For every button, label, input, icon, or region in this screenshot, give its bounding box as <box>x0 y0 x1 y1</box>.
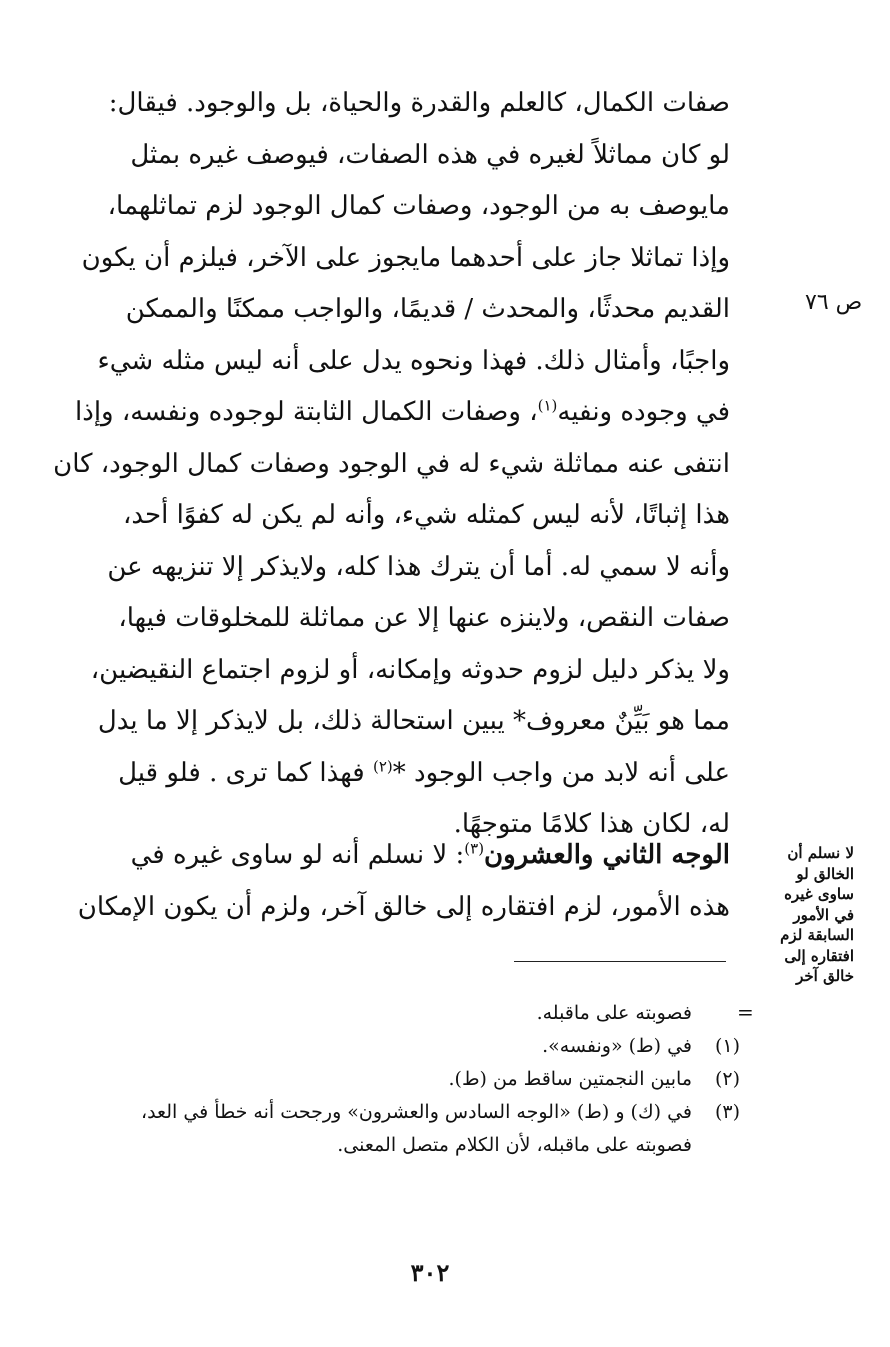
footnote-line: في (ط) «ونفسه». <box>542 1035 692 1057</box>
text-line <box>130 830 730 882</box>
footnote-line: مابين النجمتين ساقط من (ط). <box>448 1068 692 1090</box>
footnote-number: (١) <box>714 1035 740 1057</box>
text-line: القديم محدثًا، والمحدث / قديمًا، والواجب ممكنًا والممكن <box>125 294 730 324</box>
text-line: هذا إثباتًا، لأنه ليس كمثله شيء، وأنه لم يكن له كفوًا أحد، <box>122 500 730 530</box>
text-line: ولا يذكر دليل لزوم حدوثه وإمكانه، أو لزوم اجتماع النقيضين، <box>90 654 730 685</box>
footnote-ref-3[interactable]: (٣) <box>464 839 485 858</box>
side-note-line: السابقة لزم <box>780 926 854 944</box>
footnote-continuation: فصوبته على ماقبله. <box>536 1002 692 1024</box>
text-line: انتفى عنه مماثلة شيء له في الوجود وصفات كمال الوجود، كان <box>53 448 730 479</box>
side-note-line: لا نسلم أن <box>787 844 854 862</box>
side-note-line: افتقاره إلى <box>784 946 854 965</box>
section-heading: الوجه الثاني والعشرون <box>484 840 730 870</box>
side-note <box>760 843 854 987</box>
text-line <box>75 387 730 439</box>
footnote-line: فصوبته على ماقبله، لأن الكلام متصل المعنى. <box>337 1134 692 1156</box>
text-line: وإذا تماثلا جاز على أحدهما مايجوز على الآخر، فيلزم أن يكون <box>81 242 730 273</box>
main-paragraph-1 <box>53 78 730 851</box>
text-line <box>118 748 730 800</box>
footnote-item <box>140 1096 740 1162</box>
text-line: لو كان مماثلاً لغيره في هذه الصفات، فيوصف غيره بمثل <box>130 139 730 170</box>
footnote-ref-2[interactable]: (٢) <box>372 756 393 775</box>
text-fragment: : لا نسلم أنه لو ساوى غيره في <box>130 840 465 870</box>
footnote-line: في (ك) و (ط) «الوجه السادس والعشرون» ورجحت أنه خطأ في العد، <box>140 1101 692 1123</box>
text-fragment: على أنه لابد من واجب الوجود * <box>392 757 730 788</box>
text-fragment: ، وصفات الكمال الثابتة لوجوده ونفسه، وإذا <box>75 397 538 427</box>
original-page-marker: ص ٧٦ <box>805 290 863 315</box>
text-line: صفات النقص، ولاينزه عنها إلا عن مماثلة للمخلوقات فيها، <box>118 603 730 633</box>
footnotes-section <box>140 997 740 1162</box>
side-note-line: الخالق لو <box>796 864 854 883</box>
text-line: مما هو بَيِّنٌ معروف* يبين استحالة ذلك، بل لايذكر إلا ما يدل <box>97 706 730 736</box>
main-paragraph-2 <box>77 830 730 933</box>
text-line: واجبًا، وأمثال ذلك. فهذا ونحوه يدل على أنه ليس مثله شيء <box>97 345 730 376</box>
footnote-divider <box>514 961 726 962</box>
footnote-text <box>140 1063 692 1096</box>
page-number: ٣٠٢ <box>410 1258 450 1287</box>
text-fragment: فهذا كما ترى . فلو قيل <box>118 757 373 788</box>
side-note-line: ساوى غيره <box>784 885 854 903</box>
text-fragment: في وجوده ونفيه <box>557 397 730 427</box>
text-line: مايوصف به من الوجود، وصفات كمال الوجود لزم تماثلهما، <box>107 191 730 221</box>
text-line: هذه الأمور، لزم افتقاره إلى خالق آخر، ولزم أن يكون الإمكان <box>77 891 730 922</box>
text-line: له، لكان هذا كلامًا متوجهًا. <box>453 809 730 839</box>
footnote-number: (٢) <box>714 1068 740 1090</box>
footnote-text <box>140 1030 692 1063</box>
footnote-item <box>140 1030 740 1063</box>
text-line: صفات الكمال، كالعلم والقدرة والحياة، بل والوجود. فيقال: <box>108 88 730 118</box>
footnote-ref-1[interactable]: (١) <box>537 396 558 415</box>
side-note-line: في الأمور <box>793 905 854 924</box>
text-line: وأنه لا سمي له. أما أن يترك هذا كله، ولايذكر إلا تنزيهه عن <box>107 551 730 582</box>
continuation-mark: = <box>737 1000 754 1024</box>
footnote-item <box>140 1063 740 1096</box>
footnote-text <box>140 1096 692 1162</box>
footnote-number: (٣) <box>714 1101 740 1123</box>
side-note-line: خالق آخر <box>796 967 854 985</box>
